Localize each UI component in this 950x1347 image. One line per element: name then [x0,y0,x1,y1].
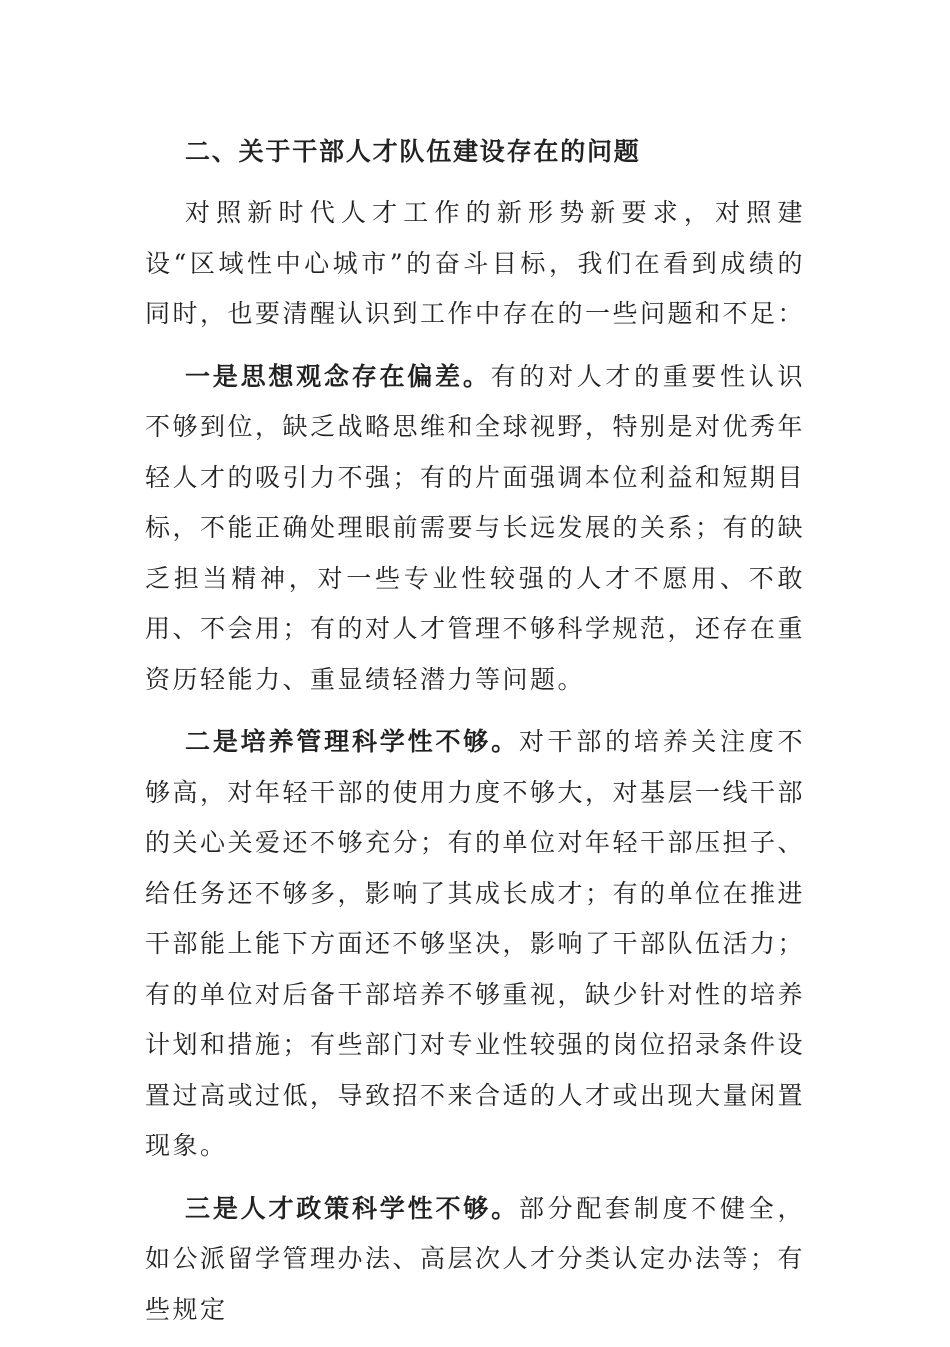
document-body [145,128,805,1347]
problem-lead-1: 一是思想观念存在偏差。 [185,361,491,391]
problem-lead-3: 三是人才政策科学性不够。 [185,1193,519,1223]
section-heading: 二、关于干部人才队伍建设存在的问题 [185,137,641,166]
intro-paragraph: 对照新时代人才工作的新形势新要求，对照建设“区域性中心城市”的奋斗目标，我们在看到成绩的同时，也要清醒认识到工作中存在的一些问题和不足： [145,198,806,328]
problem-text-3: 部分配套制度不健全，如公派留学管理办法、高层次人才分类认定办法等；有些规定 [145,1193,806,1324]
problem-text-1: 有的对人才的重要性认识不够到位，缺乏战略思维和全球视野，特别是对优秀年轻人才的吸引力不强；有的片面强调本位利益和短期目标，不能正确处理眼前需要与长远发展的关系；有的缺乏担当精神，对一些专业性较强的人才不愿用、不敢用、不会用；有的对人才管理不够科学规范，还存在重资历轻能力、重显绩轻潜力等问题。 [145,361,806,694]
problem-text-2: 对干部的培养关注度不够高，对年轻干部的使用力度不够大，对基层一线干部的关心关爱还不够充分；有的单位对年轻干部压担子、给任务还不够多，影响了其成长成才；有的单位在推进干部能上能下方面还不够坚决，影响了干部队伍活力；有的单位对后备干部培养不够重视，缺少针对性的培养计划和措施；有些部门对专业性较强的岗位招录条件设置过高或过低，导致招不来合适的人才或出现大量闲置现象。 [145,727,806,1160]
problem-paragraph-1 [145,352,805,706]
problem-paragraph-3 [145,1184,805,1336]
problem-paragraph-2 [145,717,805,1172]
problem-lead-2: 二是培养管理科学性不够。 [185,727,519,756]
